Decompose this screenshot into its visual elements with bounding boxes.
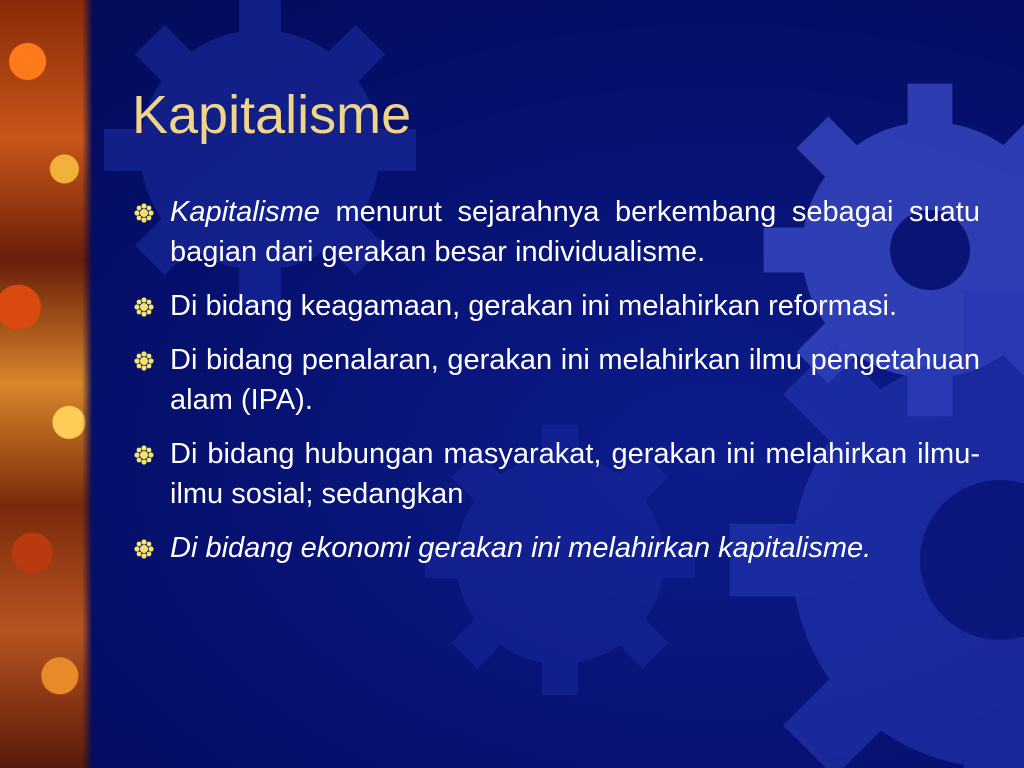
bullet-item <box>132 528 980 568</box>
flower-bullet-icon <box>134 351 154 371</box>
bullet-item <box>132 434 980 514</box>
bullet-text: Di bidang keagamaan, gerakan ini melahirkan reformasi. <box>170 290 897 322</box>
bullet-item <box>132 286 980 326</box>
bullet-emphasis: Di bidang ekonomi gerakan ini melahirkan kapitalisme. <box>170 532 872 564</box>
slide-title: Kapitalisme <box>132 85 412 145</box>
bullet-item <box>132 340 980 420</box>
flower-bullet-icon <box>134 203 154 223</box>
flower-bullet-icon <box>134 297 154 317</box>
flower-bullet-icon <box>134 539 154 559</box>
bullet-item <box>132 192 980 272</box>
bullet-list <box>132 192 980 582</box>
bullet-text: menurut sejarahnya berkembang sebagai suatu bagian dari gerakan besar individualisme. <box>170 196 980 268</box>
flower-bullet-icon <box>134 445 154 465</box>
bullet-text: Di bidang hubungan masyarakat, gerakan ini melahirkan ilmu-ilmu sosial; sedangkan <box>170 438 980 510</box>
bullet-emphasis: Kapitalisme <box>170 196 320 228</box>
bullet-text: Di bidang penalaran, gerakan ini melahirkan ilmu pengetahuan alam (IPA). <box>170 344 980 416</box>
